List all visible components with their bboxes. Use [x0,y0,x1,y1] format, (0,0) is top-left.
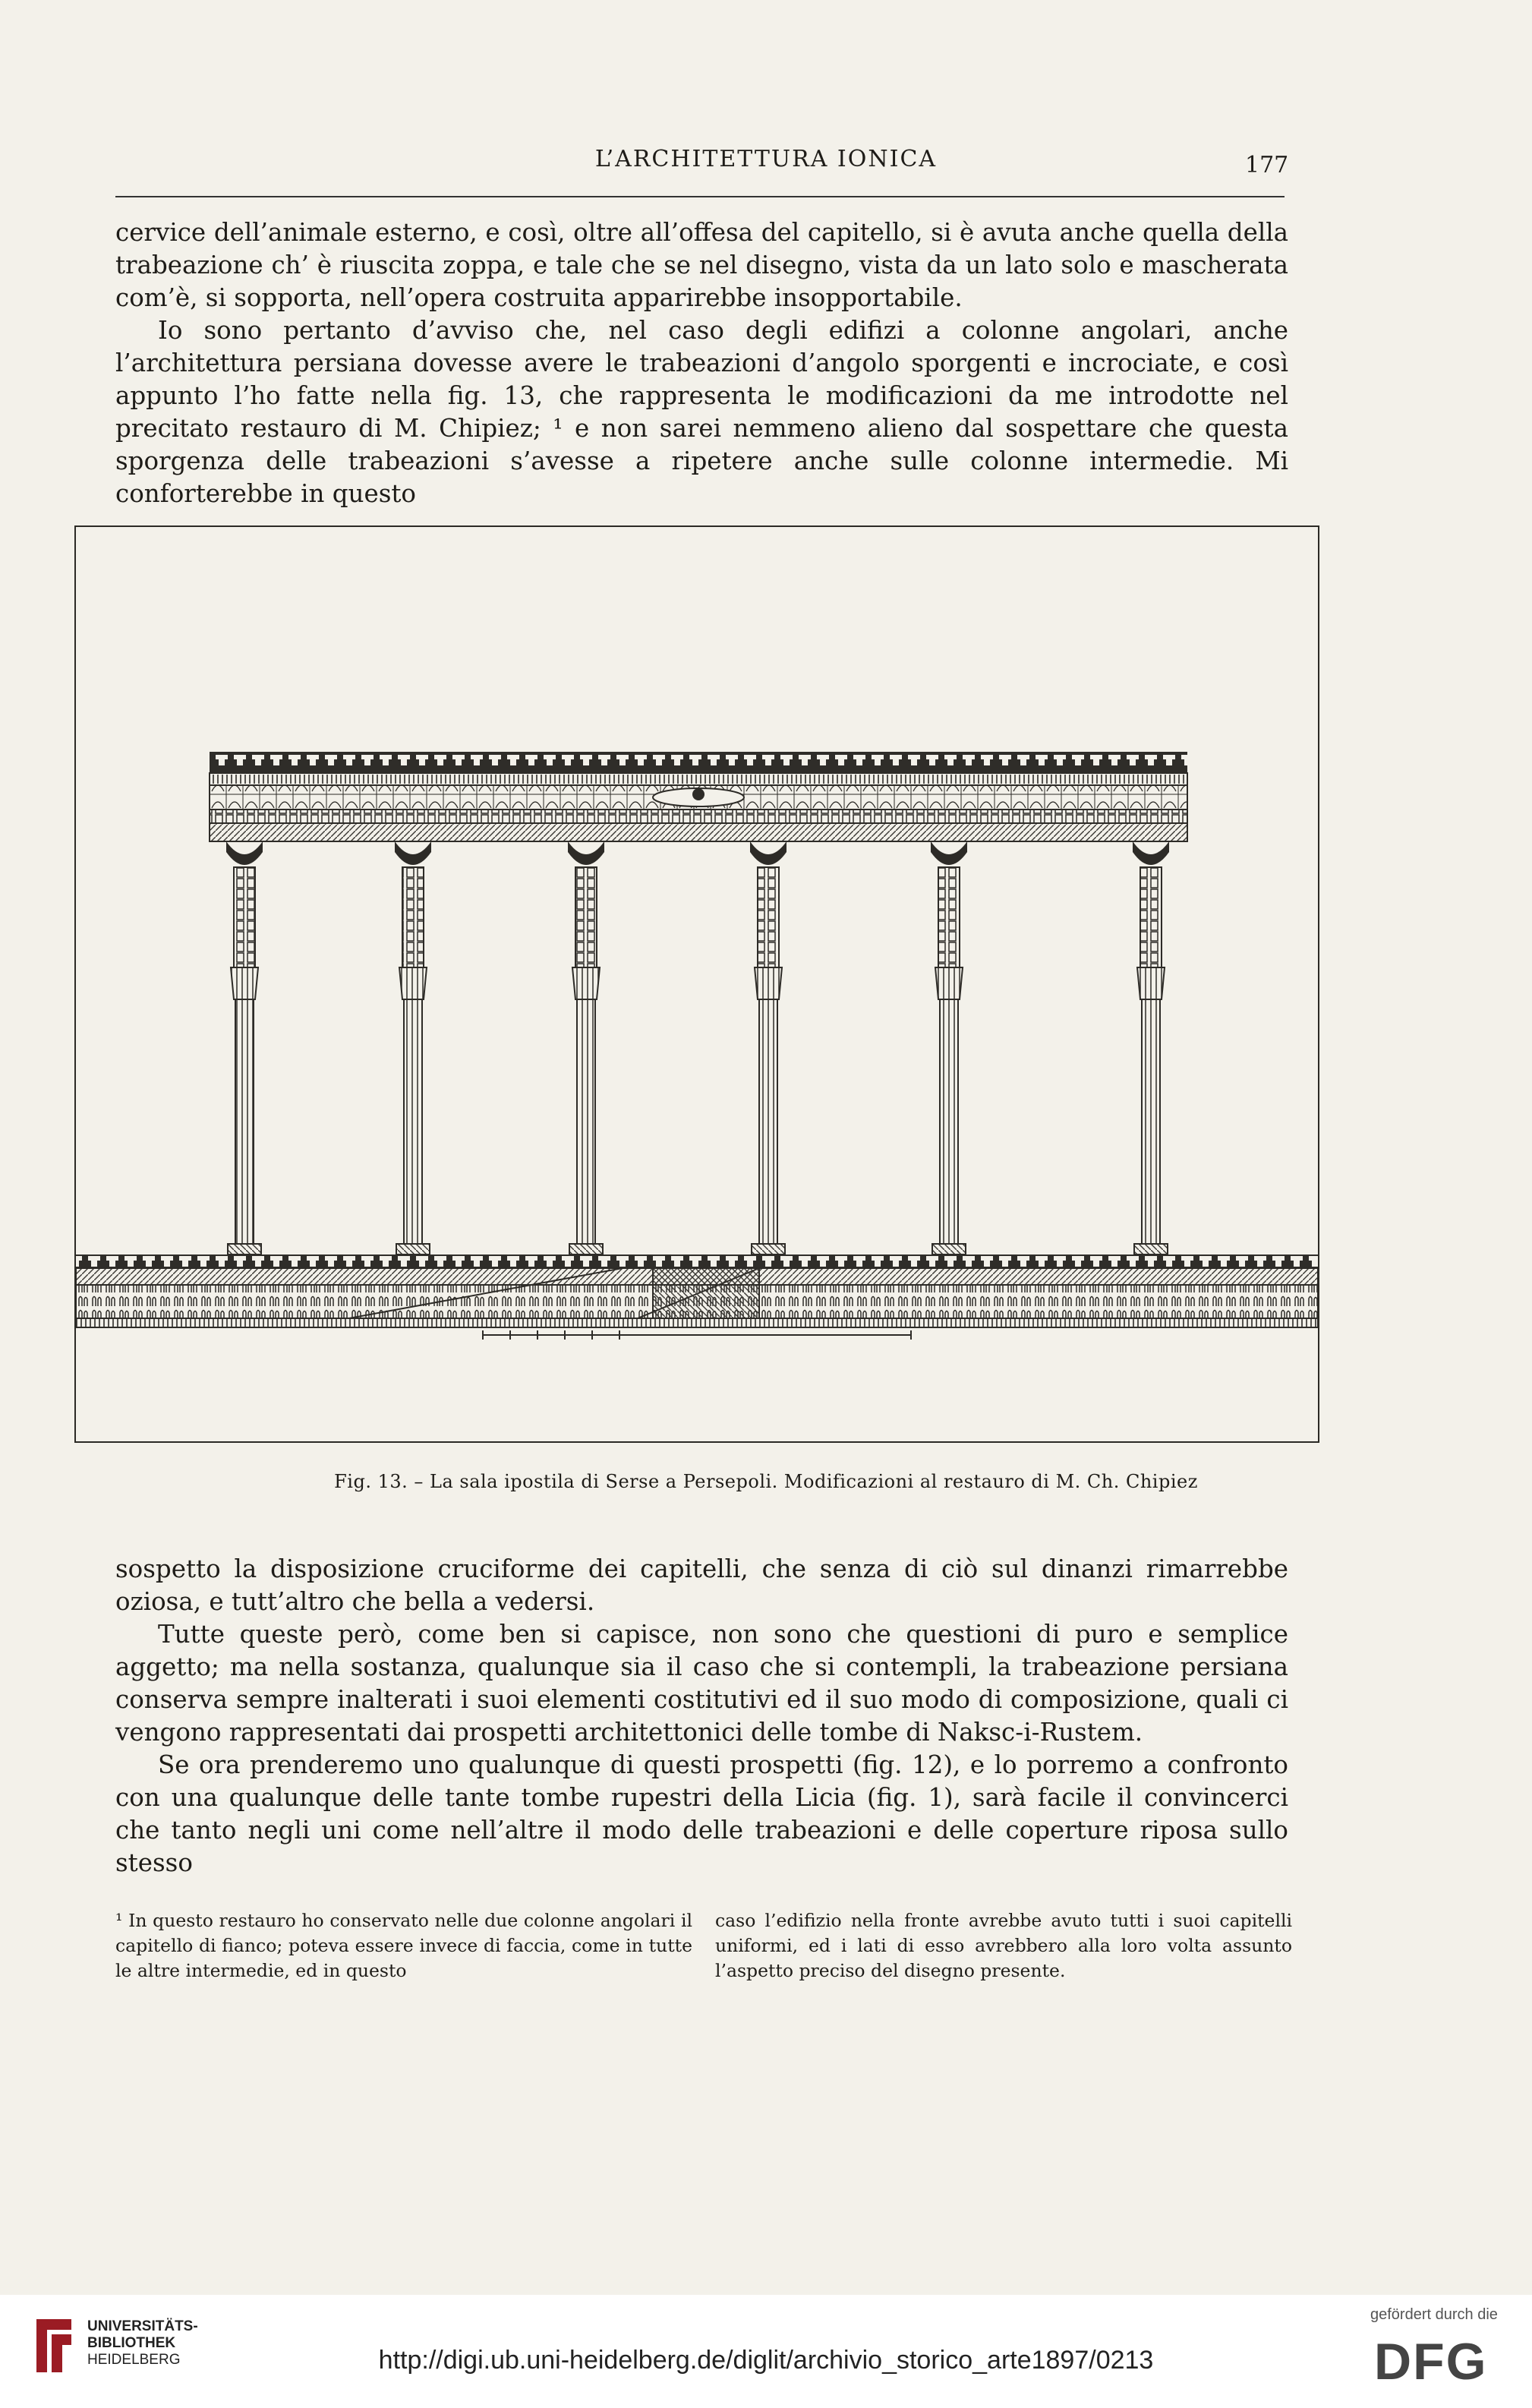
paragraph-3: sospetto la disposizione cruciforme dei capitelli, che senza di ciò sul dinanzi rimarrebbe oziosa, e tutt’altro che bella a vedersi. [115,1554,1288,1616]
page-number: 177 [1245,152,1289,178]
source-url-link[interactable]: http://digi.ub.uni-heidelberg.de/diglit/archivio_storico_arte1897/0213 [378,2346,1154,2375]
paragraph-5: Se ora prenderemo uno qualunque di questi prospetti (fig. 12), e lo porremo a confronto con una qualunque delle tante tombe rupestri della Licia (fig. 1), sarà facile il convincerci che tanto negli uni come nell’altre il modo delle trabeazioni e delle coperture riposa sullo stesso [115,1750,1288,1877]
column-2 [395,841,431,1254]
persepolis-hall-illustration [76,527,1318,1441]
library-line-2: BIBLIOTHEK [87,2335,176,2351]
scale-bar [483,1330,911,1340]
terrace-platform [76,1254,1318,1327]
figure-caption: Fig. 13. – La sala ipostila di Serse a Persepoli. Modificazioni al restauro di M. Ch. Chipiez [334,1471,1198,1492]
funded-by-label: gefördert durch die [1370,2306,1498,2323]
footnote-right-column: caso l’edifizio nella fronte avrebbe avuto tutti i suoi capitelli uniformi, ed i lati di esso avrebbero alla loro volta assunto l’aspetto preciso del disegno presente. [715,1910,1292,1981]
entablature [210,752,1187,841]
paragraph-2: Io sono pertanto d’avviso che, nel caso degli edifizi a colonne angolari, anche l’architettura persiana dovesse avere le trabeazioni d’angolo sporgenti e incrociate, e così appunto l’ho fatte nella fig. 13, che rappresenta le modificazioni da me introdotte nel precitato restauro di M. Chipiez; ¹ e non sarei nemmeno alieno dal sospettare che questa sporgenza delle trabeazioni s’avesse a ripetere anche sulle colonne intermedie. Mi conforterebbe in questo [115,316,1288,508]
paragraph-4: Tutte queste però, come ben si capisce, non sono che questioni di puro e semplice aggetto; ma nella sostanza, qualunque sia il caso che si contempli, la trabeazione persiana conserva sempre inalterati i suoi elementi costitutivi ed il suo modo di composizione, quali ci vengono rappresentati dai prospetti architettonici delle tombe di Naksc-i-Rustem. [115,1620,1288,1747]
footnote-left-column: ¹ In questo restauro ho conservato nelle due colonne angolari il capitello di fianco; poteva essere invece di faccia, come in tutte le altre intermedie, ed in questo [115,1910,692,1981]
column-5 [931,841,967,1254]
paragraph-1: cervice dell’animale esterno, e così, oltre all’offesa del capitello, si è avuta anche quella della trabeazione ch’ è riuscita zoppa, e tale che se nel disegno, vista da un lato solo e mascherata com’è, si sopporta, nell’opera costruita apparirebbe insopportabile. [115,218,1288,312]
running-header-title: L’ARCHITETTURA IONICA [594,146,938,172]
column-3 [568,841,604,1254]
column-6 [1133,841,1169,1254]
dfg-logo: DFG [1374,2333,1488,2391]
column-4 [750,841,786,1254]
header-rule [115,196,1285,197]
library-line-3: HEIDELBERG [87,2352,181,2368]
column-1 [226,841,263,1254]
figure-13-frame [74,525,1319,1443]
library-line-1: UNIVERSITÄTS- [87,2318,198,2334]
